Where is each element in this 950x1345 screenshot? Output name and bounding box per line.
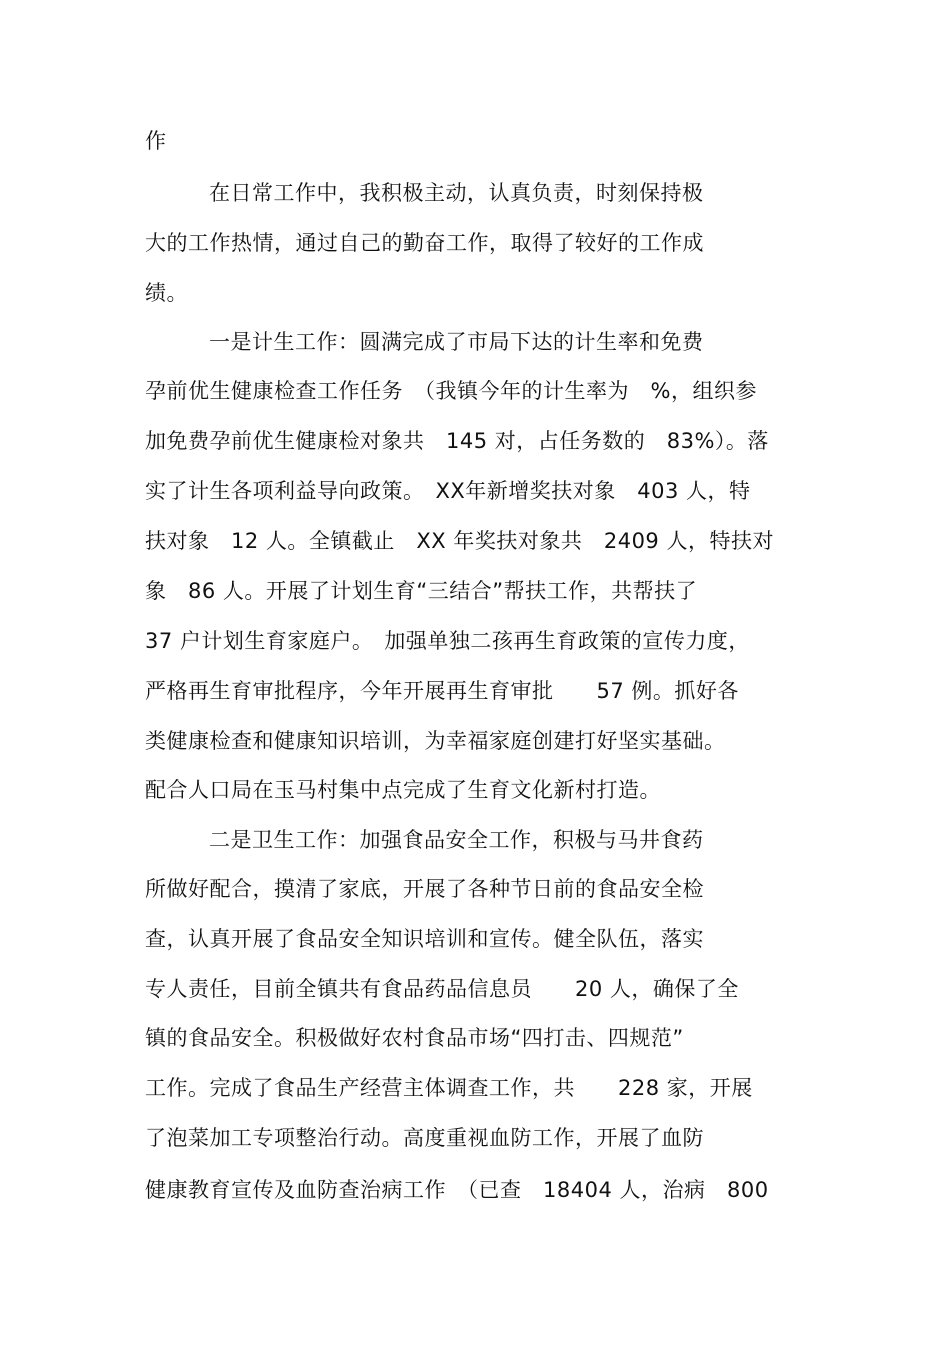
text-line: 扶对象 12 人。全镇截止 XX 年奖扶对象共 2409 人，特扶对 [145,529,774,553]
text-line: 孕前优生健康检查工作任务 （我镇今年的计生率为 %，组织参 [145,379,757,403]
text-line: 实了计生各项利益导向政策。 XX年新增奖扶对象 403 人，特 [145,479,751,503]
text-line: 象 86 人。开展了计划生育“三结合”帮扶工作，共帮扶了 [145,579,698,603]
text-line: 严格再生育审批程序，今年开展再生育审批 57 例。抓好各 [145,679,739,703]
text-line: 加免费孕前优生健康检对象共 145 对，占任务数的 83%）。落 [145,429,769,453]
text-line: 了泡菜加工专项整治行动。高度重视血防工作，开展了血防 [145,1126,704,1150]
text-line: 工作。完成了食品生产经营主体调查工作，共 228 家，开展 [145,1076,753,1100]
text-line: 37 户计划生育家庭户。 加强单独二孩再生育政策的宣传力度， [145,629,750,653]
text-line: 所做好配合，摸清了家底，开展了各种节日前的食品安全检 [145,877,704,901]
text-line: 作 [145,129,167,153]
text-line: 在日常工作中，我积极主动，认真负责，时刻保持极 [209,181,704,205]
text-line: 绩。 [145,281,188,305]
text-line: 镇的食品安全。积极做好农村食品市场“四打击、四规范” [145,1026,684,1050]
text-line: 查，认真开展了食品安全知识培训和宣传。健全队伍，落实 [145,927,704,951]
text-line: 二是卫生工作：加强食品安全工作，积极与马井食药 [209,828,704,852]
text-line: 健康教育宣传及血防查治病工作 （已查 18404 人，治病 800 [145,1178,769,1202]
text-line: 大的工作热情，通过自己的勤奋工作，取得了较好的工作成 [145,231,704,255]
text-line: 类健康检查和健康知识培训，为幸福家庭创建打好坚实基础。 [145,729,726,753]
text-line: 一是计生工作：圆满完成了市局下达的计生率和免费 [209,330,704,354]
text-line: 配合人口局在玉马村集中点完成了生育文化新村打造。 [145,778,661,802]
text-line: 专人责任，目前全镇共有食品药品信息员 20 人，确保了全 [145,977,739,1001]
